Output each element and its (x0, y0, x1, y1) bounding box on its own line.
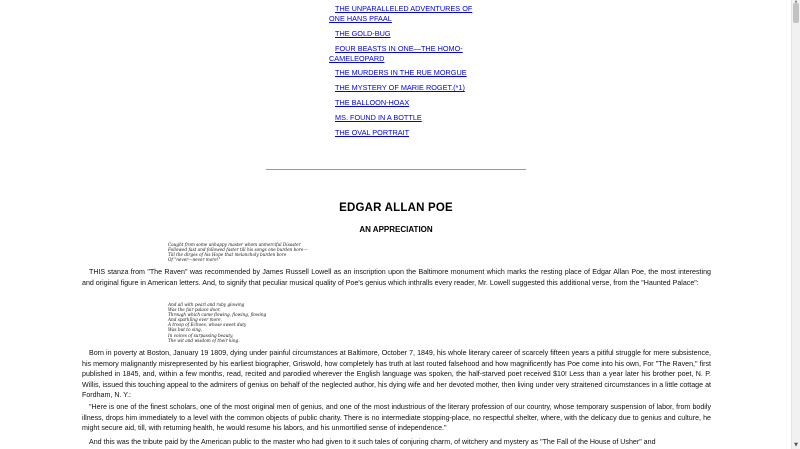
scroll-thumb[interactable] (793, 3, 799, 23)
verse-line: The wit and wisdom of their king. (168, 337, 240, 343)
verse-line: And all with pearl and ruby glowing (168, 302, 245, 307)
verse-line: Through which came flowing, flowing, flowing (168, 312, 267, 318)
toc-item (329, 113, 479, 123)
toc-link-marie-roget[interactable]: THE MYSTERY OF MARIE ROGET.(*1) (335, 83, 465, 93)
toc-item (329, 83, 479, 93)
verse-line: In voices of surpassing beauty, (168, 332, 234, 338)
verse-line: Was but to sing, (168, 327, 203, 333)
toc-link-oval-portrait[interactable]: THE OVAL PORTRAIT (335, 127, 410, 137)
toc-item (329, 44, 479, 64)
toc-item (329, 29, 479, 39)
paragraph-biography: Born in poverty at Boston, January 19 1809, dying under painful circumstances at Baltimore, October 7, 1849, his whole literary career of scarcely fifteen years a pitiful struggle for mere subsistence, his memory malignantly misrepresented by his earliest biographer, Griswold, how completely has truth at last routed falsehood and how magnificently has Poe come into his own, For "The Raven," first published in 1845, and, within a few months, read, recited and parodied wherever the English language was spoken, the half-starved poet received $10! Less than a year later his brother poet, N. P. Willis, issued this touching appeal to the admirers of genius on behalf of the neglected author, his dying wife and her devoted mother, then living under very straitened circumstances in a little cottage at Fordham, N. Y.: (82, 349, 711, 400)
page-title: EDGAR ALLAN POE (339, 202, 453, 214)
raven-verse (168, 242, 307, 262)
scroll-down-icon[interactable]: ▼ (794, 442, 798, 448)
paragraph-tribute: And this was the tribute paid by the American public to the master who had given to it such tales of conjuring charm, of witchery and mystery as "The Fall of the House of Usher" and (89, 438, 656, 446)
toc-item (329, 4, 479, 24)
toc-link-gold-bug[interactable]: THE GOLD-BUG (335, 28, 391, 38)
toc-item (329, 128, 479, 138)
toc-link-rue-morgue[interactable]: THE MURDERS IN THE RUE MORGUE (335, 68, 467, 78)
paragraph-intro: THIS stanza from "The Raven" was recommended by James Russell Lowell as an inscription upon the Baltimore monument which marks the resting place of Edgar Allan Poe, the most interesting and original figure in American letters. And, to signify that peculiar musical quality of Poe's genius which inthralls every reader, Mr. Lowell suggested this additional verse, from the "Haunted Palace": (82, 268, 711, 287)
toc-link-ms-found[interactable]: MS. FOUND IN A BOTTLE (335, 112, 422, 122)
verse-line: Till the dirges of his Hope that melancholy burden bore (168, 252, 287, 258)
verse-line: Was the fair palace door, (168, 307, 221, 313)
toc-item (329, 98, 479, 108)
verse-line: Of "never—never more!" (168, 257, 221, 263)
toc-link-hans-pfaal[interactable]: THE UNPARALLELED ADVENTURES OF ONE HANS PFAAL (329, 4, 473, 23)
haunted-palace-verse (168, 302, 266, 343)
vertical-scrollbar[interactable] (791, 0, 800, 449)
verse-line: Followed fast and followed faster till his songs one burden bore— (168, 247, 308, 253)
paragraph-willis-quote: "Here is one of the finest scholars, one of the most original men of genius, and one of the most industrious of the literary profession of our country, whose temporary suspension of labor, from bodily illness, drops him immediately to a level with the common objects of public charity. There is no intermediate stopping-place, no respectful shelter, where, with the delicacy due to genius and culture, he might secure aid, till, with returning health, he would resume his labors, and his unmortified sense of independence." (82, 403, 711, 433)
toc-item (329, 68, 479, 78)
verse-line: A troop of Echoes, whose sweet duty (168, 322, 247, 328)
horizontal-divider (266, 169, 526, 170)
table-of-contents (329, 4, 479, 142)
scroll-up-icon[interactable]: ▲ (794, 0, 798, 3)
page-subtitle: AN APPRECIATION (359, 225, 433, 234)
verse-line: Caught from some unhappy master whom unmerciful Disaster (168, 242, 301, 247)
toc-link-four-beasts[interactable]: FOUR BEASTS IN ONE—THE HOMO-CAMELEOPARD (329, 43, 463, 63)
toc-link-balloon-hoax[interactable]: THE BALLOON-HOAX (335, 97, 410, 107)
verse-line: And sparkling ever more, (168, 317, 222, 323)
